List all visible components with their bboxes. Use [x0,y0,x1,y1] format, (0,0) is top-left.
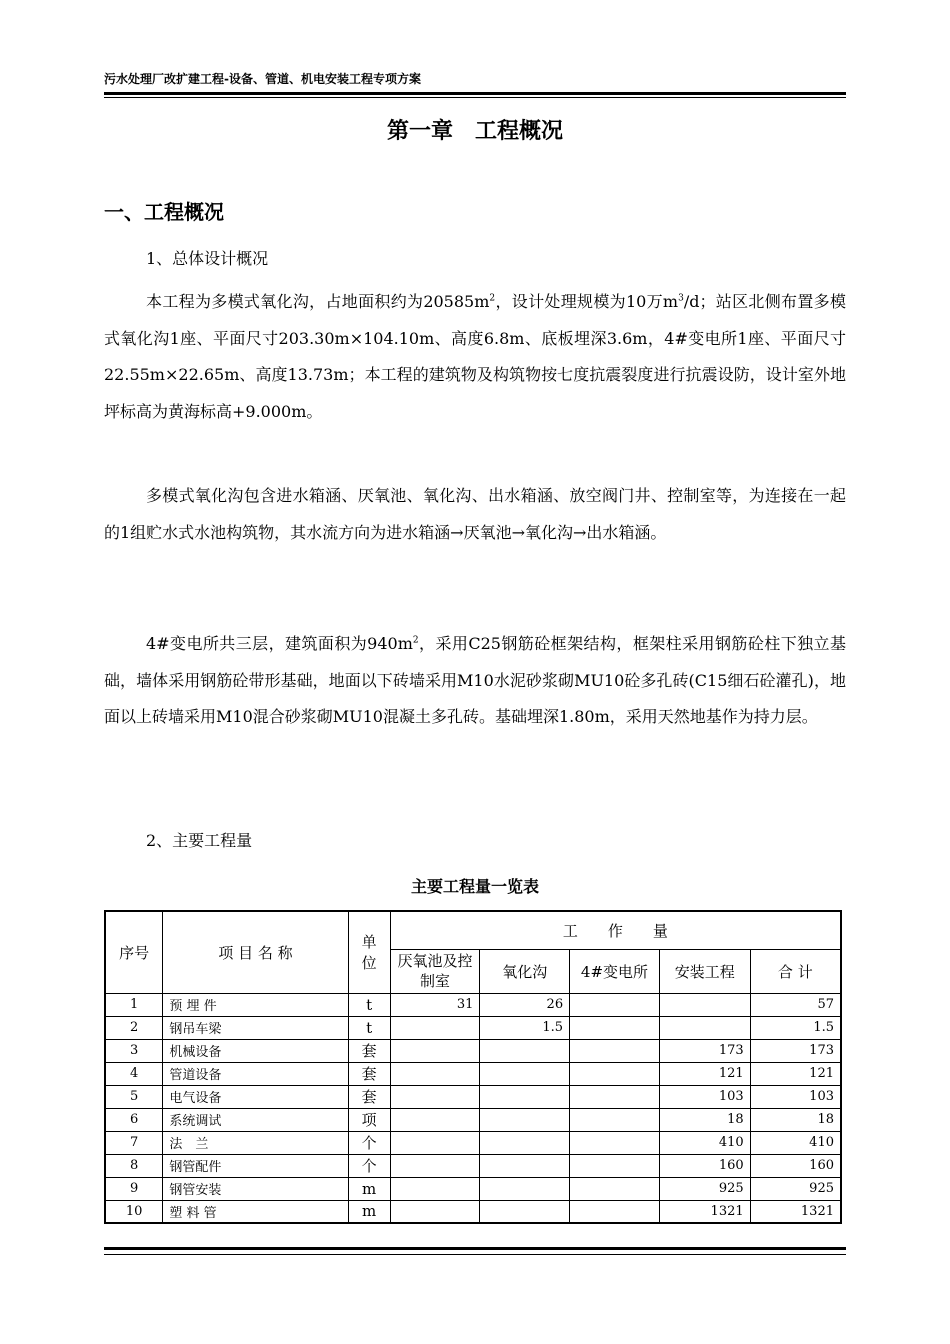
row-item-name: 管道设备 [163,1062,348,1085]
row-number: 10 [105,1200,163,1223]
row-installation [659,993,750,1016]
row-total: 173 [750,1039,841,1062]
row-unit: 套 [348,1062,390,1085]
row-substation [570,1016,660,1039]
row-substation [570,993,660,1016]
row-anaerobic: 31 [390,993,480,1016]
row-anaerobic [390,1085,480,1108]
header-rule-thin [104,97,846,98]
table-header-row [105,911,841,949]
row-oxidation: 1.5 [480,1016,570,1039]
row-unit: t [348,1016,390,1039]
subsection-title: 1、总体设计概况 [146,249,269,268]
row-substation [570,1177,660,1200]
table-row [105,1108,841,1131]
row-oxidation [480,1062,570,1085]
row-total: 160 [750,1154,841,1177]
row-oxidation: 26 [480,993,570,1016]
row-total: 103 [750,1085,841,1108]
header-total: 合 计 [750,949,841,993]
row-substation [570,1039,660,1062]
table-row [105,1154,841,1177]
row-number: 6 [105,1108,163,1131]
table-title: 主要工程量一览表 [410,877,539,896]
row-oxidation [480,1131,570,1154]
row-total: 57 [750,993,841,1016]
row-substation [570,1154,660,1177]
row-substation [570,1085,660,1108]
row-item-name: 预 埋 件 [163,993,348,1016]
row-unit: m [348,1177,390,1200]
page-header: 污水处理厂改扩建工程-设备、管道、机电安装工程专项方案 [104,72,421,86]
row-total: 925 [750,1177,841,1200]
table-row [105,1016,841,1039]
header-unit: 单位 [348,911,390,993]
table-row [105,993,841,1016]
row-installation: 103 [659,1085,750,1108]
row-oxidation [480,1154,570,1177]
row-total: 410 [750,1131,841,1154]
header-installation: 安装工程 [659,949,750,993]
row-number: 8 [105,1154,163,1177]
row-anaerobic [390,1062,480,1085]
row-installation: 173 [659,1039,750,1062]
row-anaerobic [390,1039,480,1062]
header-workload: 工 作 量 [390,911,841,949]
row-unit: 个 [348,1154,390,1177]
row-item-name: 钢管安装 [163,1177,348,1200]
header-substation: 4#变电所 [570,949,660,993]
table-row [105,1062,841,1085]
row-item-name: 钢吊车梁 [163,1016,348,1039]
row-substation [570,1108,660,1131]
row-anaerobic [390,1200,480,1223]
row-substation [570,1200,660,1223]
row-total: 18 [750,1108,841,1131]
quantities-table [104,910,842,1224]
paragraph-oxidation-ditch: 多模式氧化沟包含进水箱涵、厌氧池、氧化沟、出水箱涵、放空阀门井、控制室等，为连接在一起的1组贮水式水池构筑物，其水流方向为进水箱涵→厌氧池→氧化沟→出水箱涵。 [104,486,846,542]
row-substation [570,1062,660,1085]
footer-rule-thin [104,1254,846,1255]
row-oxidation [480,1177,570,1200]
row-oxidation [480,1039,570,1062]
row-total: 1.5 [750,1016,841,1039]
header-anaerobic: 厌氧池及控制室 [390,949,480,993]
row-installation: 18 [659,1108,750,1131]
row-installation: 1321 [659,1200,750,1223]
row-item-name: 系统调试 [163,1108,348,1131]
row-substation [570,1131,660,1154]
row-number: 7 [105,1131,163,1154]
row-total: 121 [750,1062,841,1085]
header-rule-thick [104,92,846,95]
header-name: 项 目 名 称 [163,911,348,993]
chapter-title: 第一章 工程概况 [386,119,563,144]
table-row [105,1085,841,1108]
paragraph-substation: 4#变电所共三层，建筑面积为$940m^2$，采用C25钢筋砼框架结构，框架柱采用钢筋砼柱下独立基础，墙体采用钢筋砼带形基础，地面以下砖墙采用M10水泥砂浆砌MU10砼多孔砖(C15细石砼灌孔)，地面以上砖墙采用M10混合砂浆砌MU10混凝土多孔砖。基础埋深1.80m，采用天然地基作为持力层。 [104,634,846,726]
row-installation [659,1016,750,1039]
section-title: 一、工程概况 [104,200,224,224]
paragraph-overview: 本工程为多模式氧化沟，占地面积约为$20585m^2$，设计处理规模为10万$m^3/d$；站区北侧布置多模式氧化沟1座、平面尺寸203.30m×104.10m、高度6.8m、底板埋深3.6m，4#变电所1座、平面尺寸22.55m×22.65m、高度13.73m；本工程的建筑物及构筑物按七度抗震裂度进行抗震设防，设计室外地坪标高为黄海标高+9.000m。 [104,292,846,421]
header-seq: 序号 [105,911,163,993]
row-unit: 个 [348,1131,390,1154]
row-unit: 项 [348,1108,390,1131]
row-oxidation [480,1085,570,1108]
row-number: 1 [105,993,163,1016]
row-anaerobic [390,1108,480,1131]
table-row [105,1200,841,1223]
row-number: 5 [105,1085,163,1108]
row-unit: 套 [348,1039,390,1062]
row-anaerobic [390,1131,480,1154]
row-number: 9 [105,1177,163,1200]
table-row [105,1039,841,1062]
row-installation: 410 [659,1131,750,1154]
row-unit: 套 [348,1085,390,1108]
row-unit: t [348,993,390,1016]
row-number: 2 [105,1016,163,1039]
row-installation: 925 [659,1177,750,1200]
row-installation: 160 [659,1154,750,1177]
footer-rule-thick [104,1247,846,1250]
table-row [105,1131,841,1154]
header-oxidation: 氧化沟 [480,949,570,993]
row-item-name: 塑 料 管 [163,1200,348,1223]
row-number: 4 [105,1062,163,1085]
subsection-title: 2、主要工程量 [146,831,253,850]
row-unit: m [348,1200,390,1223]
row-number: 3 [105,1039,163,1062]
row-installation: 121 [659,1062,750,1085]
row-item-name: 法 兰 [163,1131,348,1154]
row-item-name: 机械设备 [163,1039,348,1062]
row-anaerobic [390,1177,480,1200]
row-oxidation [480,1200,570,1223]
table-row [105,1177,841,1200]
row-item-name: 钢管配件 [163,1154,348,1177]
row-anaerobic [390,1154,480,1177]
row-oxidation [480,1108,570,1131]
row-total: 1321 [750,1200,841,1223]
row-anaerobic [390,1016,480,1039]
row-item-name: 电气设备 [163,1085,348,1108]
